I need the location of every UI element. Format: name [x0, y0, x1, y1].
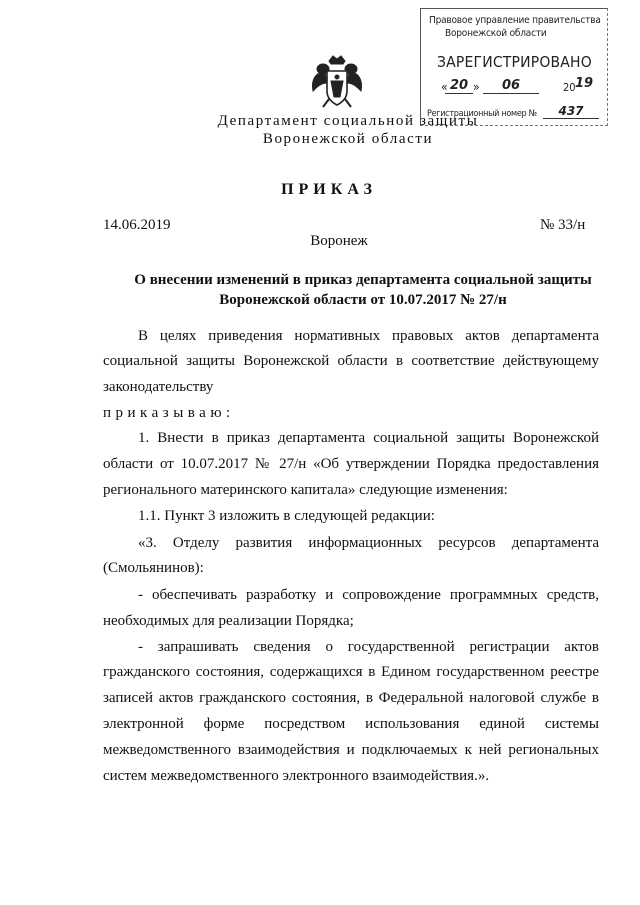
stamp-registration-label: Регистрационный номер № — [427, 109, 537, 119]
stamp-date-open-quote: « — [441, 80, 448, 94]
body-line: записей актов гражданского состояния, в Федеральной налоговой службе в — [103, 690, 599, 706]
body-line: «3. Отделу развития информационных ресурсов департамента — [138, 535, 599, 551]
body-line: межведомственного взаимодействия и подключаемых к ней региональных — [103, 742, 599, 758]
order-subject-line2: Воронежской области от 10.07.2017 № 27/н — [219, 292, 507, 308]
body-line: систем межведомственного электронного взаимодействия.». — [103, 768, 490, 784]
body-line: области от 10.07.2017 № 27/н «Об утверждении Порядка предоставления — [103, 456, 599, 472]
stamp-authority-line1: Правовое управление правительства — [429, 15, 601, 26]
stamp-century: 20 — [563, 81, 576, 94]
stamp-year-suffix: 19 — [575, 76, 594, 91]
stamp-day: 20 — [445, 78, 473, 94]
stamp-date-close-quote: » — [473, 80, 480, 94]
body-line: законодательству — [103, 379, 214, 395]
body-line: 1.1. Пункт 3 изложить в следующей редакции: — [138, 508, 435, 524]
stamp-registration-number: 437 — [543, 104, 599, 119]
body-line: - запрашивать сведения о государственной регистрации актов — [138, 639, 599, 655]
body-line-order-word: приказываю: — [103, 405, 235, 421]
body-line: (Смольянинов): — [103, 560, 204, 576]
coat-of-arms-icon — [307, 53, 367, 111]
document-title: ПРИКАЗ — [281, 181, 377, 198]
body-line: - обеспечивать разработку и сопровождение программных средств, — [138, 587, 599, 603]
body-line: социальной защиты Воронежской области в соответствие действующему — [103, 353, 599, 369]
body-line: регионального материнского капитала» следующие изменения: — [103, 482, 508, 498]
department-name-line1: Департамент социальной защиты — [217, 113, 479, 129]
body-line: необходимых для реализации Порядка; — [103, 613, 354, 629]
order-subject — [128, 270, 598, 310]
stamp-authority-line2: Воронежской области — [445, 28, 547, 39]
stamp-registered-label: ЗАРЕГИСТРИРОВАНО — [437, 53, 592, 71]
order-number: № 33/н — [540, 217, 586, 233]
stamp-date-row — [431, 76, 606, 96]
body-line: электронной форме посредством использования единой системы — [103, 716, 599, 732]
order-subject-line1: О внесении изменений в приказ департамента социальной защиты — [134, 272, 592, 288]
body-line: 1. Внести в приказ департамента социальной защиты Воронежской — [138, 430, 599, 446]
body-line: В целях приведения нормативных правовых актов департамента — [138, 328, 599, 344]
order-date: 14.06.2019 — [103, 217, 171, 233]
stamp-month: 06 — [483, 78, 539, 94]
registration-stamp — [420, 8, 608, 126]
body-line: гражданского состояния, содержащихся в Едином государственном реестре — [103, 664, 599, 680]
order-city: Воронеж — [310, 233, 368, 249]
department-name-line2: Воронежской области — [262, 131, 434, 147]
